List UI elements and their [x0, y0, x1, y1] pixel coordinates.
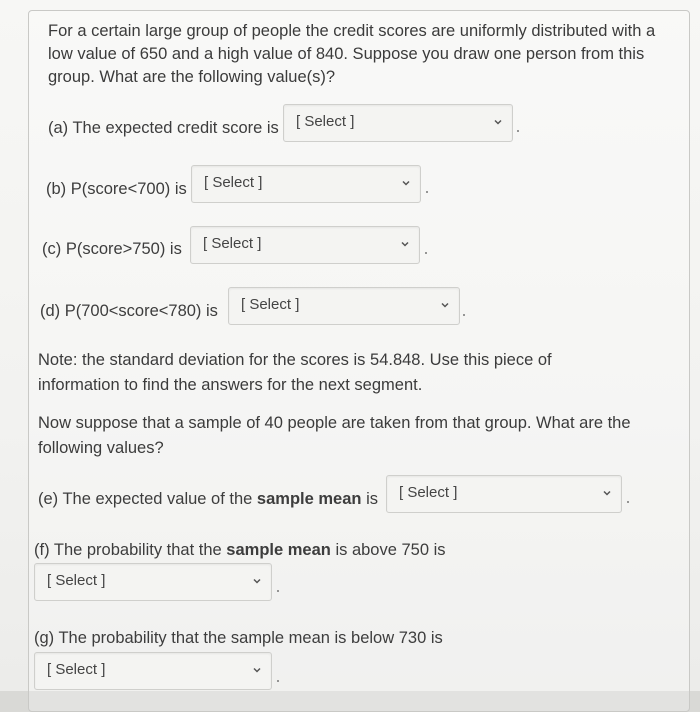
question-e-suffix: is: [361, 490, 378, 508]
answer-c-select[interactable]: [190, 226, 420, 264]
period-dot: [277, 680, 279, 682]
question-d-label: (d) P(700<score<780) is: [40, 302, 218, 320]
question-b-label: (b) P(score<700) is: [46, 180, 187, 198]
answer-a-value: [ Select ]: [296, 113, 355, 130]
period-dot: [425, 252, 427, 254]
chevron-down-icon: [401, 240, 409, 248]
question-f-bold: sample mean: [226, 541, 331, 559]
chevron-down-icon: [603, 489, 611, 497]
period-dot: [627, 501, 629, 503]
question-e-text: (e) The expected value of the: [38, 490, 257, 508]
answer-b-select[interactable]: [191, 165, 421, 203]
chevron-down-icon: [441, 301, 449, 309]
question-f-text: (f) The probability that the: [34, 541, 227, 559]
chevron-down-icon: [494, 118, 502, 126]
answer-d-select[interactable]: [228, 287, 460, 325]
question-e-label: [38, 487, 378, 511]
question-intro: For a certain large group of people the credit scores are uniformly distributed with a low value of 650 and a high value of 840. Suppose you draw one person from this group. What are the following value(s)?: [48, 22, 656, 86]
chevron-down-icon: [253, 577, 261, 585]
question-f-suffix: is above 750 is: [330, 541, 446, 559]
chevron-down-icon: [253, 666, 261, 674]
period-dot: [517, 130, 519, 132]
period-dot: [277, 590, 279, 592]
answer-e-value: [ Select ]: [399, 484, 458, 501]
answer-c-value: [ Select ]: [203, 235, 262, 252]
answer-f-value: [ Select ]: [47, 572, 106, 589]
answer-d-value: [ Select ]: [241, 296, 300, 313]
question-e-bold: sample mean: [256, 490, 362, 508]
question-a-label: (a) The expected credit score is: [48, 119, 279, 137]
period-dot: [426, 191, 428, 193]
chevron-down-icon: [402, 179, 410, 187]
period-dot: [463, 314, 465, 316]
answer-g-value: [ Select ]: [47, 661, 106, 678]
question-g-label: (g) The probability that the sample mean is below 730 is: [34, 629, 443, 647]
answer-g-select[interactable]: [34, 652, 272, 690]
answer-a-select[interactable]: [283, 104, 513, 142]
answer-b-value: [ Select ]: [204, 174, 263, 191]
sample-intro: Now suppose that a sample of 40 people are taken from that group. What are the following values?: [38, 414, 631, 457]
answer-e-select[interactable]: [386, 475, 622, 513]
std-dev-note: Note: the standard deviation for the scores is 54.848. Use this piece of information to find the answers for the next segment.: [38, 351, 552, 394]
question-f-label: [34, 538, 446, 562]
question-c-label: (c) P(score>750) is: [42, 240, 182, 258]
answer-f-select[interactable]: [34, 563, 272, 601]
